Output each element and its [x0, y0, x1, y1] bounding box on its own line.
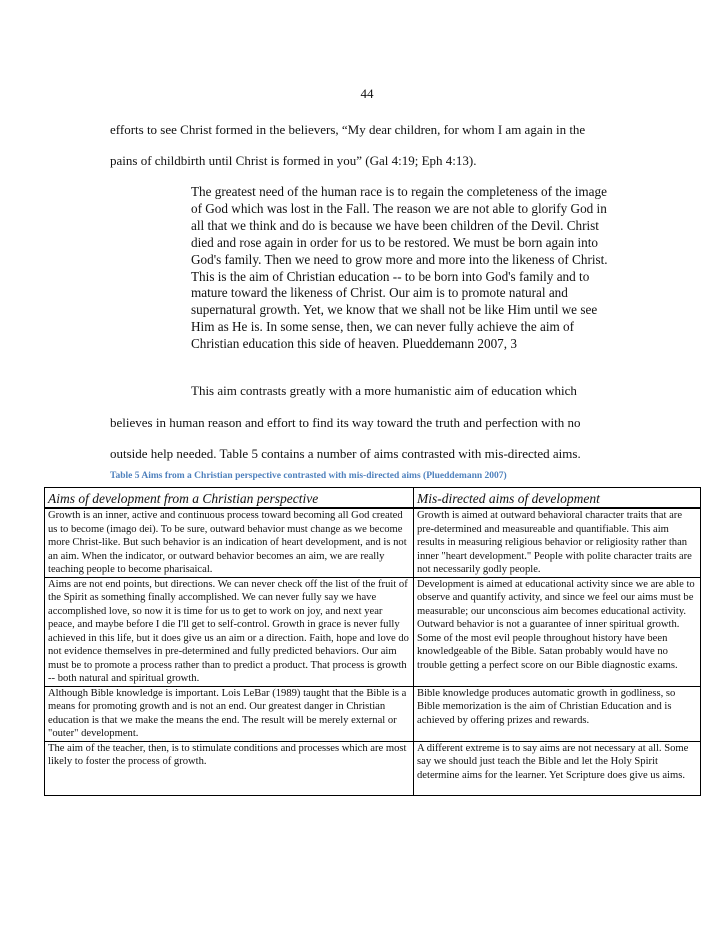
table-cell-misdirected — [414, 577, 701, 686]
table-cell-misdirected — [414, 741, 701, 795]
table-cell-misdirected — [414, 686, 701, 741]
page-number: 44 — [360, 86, 374, 101]
cell-text: Aims are not end points, but directions. We can never check off the list of the fruit of the Spirit as something finally accomplished. We can never fully say we have accomplished love, so now it is time for us to get to work on joy, and next year peace, and maybe before I die I'll get to self-control. Growth in grace is never fully achieved in this life, but it does give us an aim or a direction. Faith, hope and love do not evidence themselves in pre-determined and fully predicted behaviors. Our aim must be to promote a process rather than to predict a product. That process is growth -- both natural and spiritual growth. — [48, 578, 409, 684]
paragraph-line-1: efforts to see Christ formed in the believers, “My dear children, for whom I am again in the — [110, 122, 586, 137]
cell-text: Development is aimed at educational activity since we are able to observe and quantify activity, and since we feel our aims must be measurable; our unconscious aim becomes educational activity. Outward behavior is not a guarantee of inner spiritual growth. Some of the most evil people throughout history have been knowledgeable of the Bible. Satan probably would have no trouble getting a perfect score on our Bible diagnostic exams. — [417, 578, 695, 671]
table-row — [45, 508, 701, 577]
cell-text: The aim of the teacher, then, is to stimulate conditions and processes which are most likely to foster the process of growth. — [48, 742, 407, 767]
table-row — [45, 577, 701, 686]
table-cell-christian — [45, 686, 414, 741]
continuation-line-1: believes in human reason and effort to find its way toward the truth and perfection with no — [110, 415, 581, 430]
continuation-first-line: This aim contrasts greatly with a more humanistic aim of education which — [191, 383, 577, 398]
cell-text: Bible knowledge produces automatic growth in godliness, so Bible memorization is the aim of Christian Education and is achieved by offering prizes and rewards. — [417, 687, 676, 726]
table-row — [45, 741, 701, 795]
cell-text: Growth is an inner, active and continuous process toward becoming all God created us to become (imago dei). To be sure, outward behavior must change as we become more Christ-like. But such behavior is an indication of heart development, and is not an aim. When the indicator, or outward behavior becomes an aim, we are really teaching people to become pharisaical. — [48, 510, 407, 575]
aims-table — [44, 487, 701, 796]
table-cell-christian — [45, 508, 414, 577]
cell-text: Although Bible knowledge is important. Lois LeBar (1989) taught that the Bible is a means for promoting growth and is not an end. Our greatest danger in Christian education is that we make the means the end. The result will be merely external or "outer" development. — [48, 687, 407, 739]
table-caption: Table 5 Aims from a Christian perspective contrasted with mis-directed aims (Plueddemann 2007) — [110, 471, 507, 481]
table-cell-christian — [45, 577, 414, 686]
cell-text: A different extreme is to say aims are not necessary at all. Some say we should just teach the Bible and let the Holy Spirit determine aims for the learner. Yet Scripture does give us aims. — [417, 742, 689, 781]
header-christian-aims: Aims of development from a Christian perspective — [45, 488, 414, 509]
table-cell-misdirected — [414, 508, 701, 577]
header-misdirected-aims: Mis-directed aims of development — [414, 488, 701, 509]
cell-text: Growth is aimed at outward behavioral character traits that are pre-determined and measureable and quantifiable. This aim results in measuring religious behavior or religiosity rather than inner "heart development." People with polite character traits are not necessarily godly people. — [417, 510, 692, 575]
table-header-row — [45, 488, 701, 509]
paragraph-line-2: pains of childbirth until Christ is formed in you” (Gal 4:19; Eph 4:13). — [110, 153, 477, 168]
block-quote: The greatest need of the human race is to regain the completeness of the image of God which was lost in the Fall. The reason we are not able to glorify God in all that we think and do is because we have been children of the Devil. Christ died and rose again in order for us to be restored. We must be born again into God's family. Then we need to grow more and more into the likeness of Christ. This is the aim of Christian education -- to be born into God's family and to mature toward the likeness of Christ. Our aim is to promote natural and supernatural growth. Yet, we know that we shall not be like Him until we see Him as He is. In some sense, then, we can never fully achieve the aim of Christian education this side of heaven. Plueddemann 2007, 3 — [191, 184, 608, 352]
continuation-line-2: outside help needed. Table 5 contains a number of aims contrasted with mis-directed aims. — [110, 446, 581, 461]
table-row — [45, 686, 701, 741]
table-cell-christian — [45, 741, 414, 795]
